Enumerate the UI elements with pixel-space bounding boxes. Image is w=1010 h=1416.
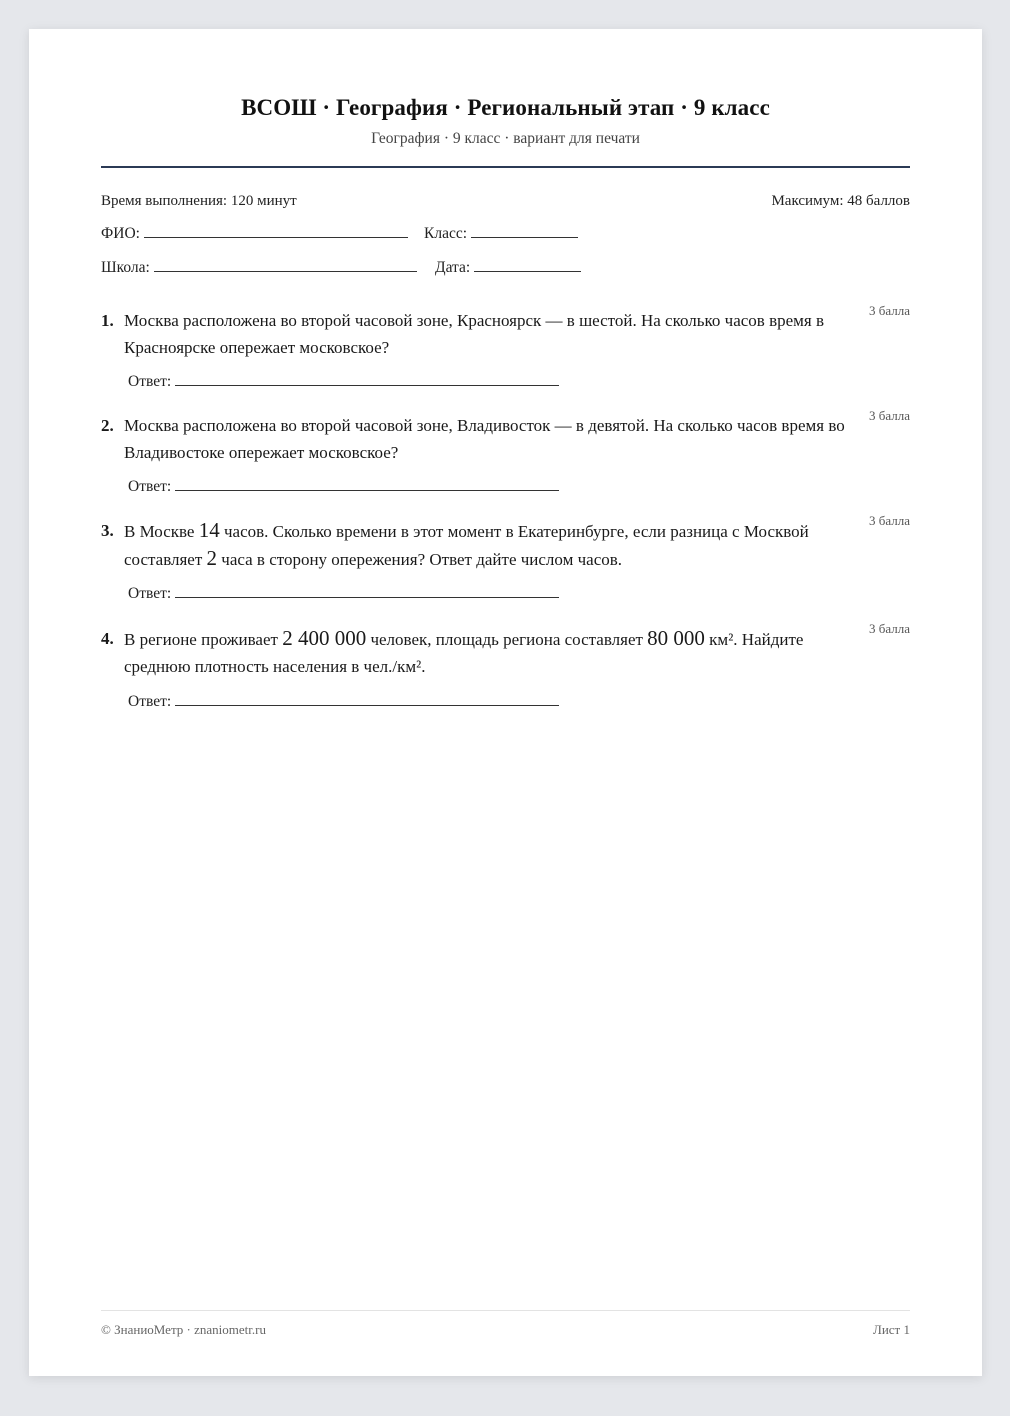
number-value: 2 bbox=[206, 546, 218, 570]
answer-field[interactable] bbox=[128, 478, 559, 496]
question-text-part: часа в сторону опережения? Ответ дайте числом часов. bbox=[217, 550, 623, 569]
number-value: 14 bbox=[198, 518, 220, 542]
question-text-part: Москва расположена во второй часовой зоне, Красноярск — в шестой. На сколько часов время в Красноярске опережает московское? bbox=[124, 311, 825, 357]
question-number: 3. bbox=[101, 521, 114, 540]
question-text bbox=[124, 412, 859, 466]
number-value: 80 000 bbox=[647, 626, 705, 650]
question-text-part: человек, площадь региона составляет bbox=[366, 630, 648, 649]
question-points: 3 балла bbox=[869, 303, 910, 318]
question-text-part: часов. Сколько времени в этот момент в Екатеринбурге, если разница с Москвой составляет bbox=[124, 522, 809, 569]
page-number: Лист 1 bbox=[873, 1322, 910, 1337]
answer-field[interactable] bbox=[128, 585, 559, 603]
question-text-part: В регионе проживает bbox=[124, 630, 283, 649]
school-label: Школа: bbox=[101, 259, 150, 276]
page-title: ВСОШ · География · Региональный этап · 9 класс bbox=[241, 95, 770, 120]
fio-line bbox=[144, 236, 408, 238]
answer-line bbox=[175, 489, 559, 491]
page-subtitle: География · 9 класс · вариант для печати bbox=[371, 130, 640, 147]
date-line bbox=[474, 270, 581, 272]
question-text bbox=[124, 517, 859, 573]
school-line bbox=[154, 270, 417, 272]
time-limit: Время выполнения: 120 минут bbox=[101, 193, 297, 209]
answer-label: Ответ: bbox=[128, 373, 172, 390]
question-text-part: км². Найдите среднюю плотность населения в чел./км². bbox=[124, 630, 804, 676]
question-number: 4. bbox=[101, 629, 114, 648]
question-text-part: В Москве bbox=[124, 522, 199, 541]
answer-field[interactable] bbox=[128, 373, 559, 391]
answer-field[interactable] bbox=[128, 693, 559, 711]
footer-divider bbox=[101, 1310, 910, 1311]
number-value: 2 400 000 bbox=[282, 626, 367, 650]
question-number: 2. bbox=[101, 416, 114, 435]
question-points: 3 балла bbox=[869, 408, 910, 423]
school-field[interactable] bbox=[101, 259, 417, 277]
footer-copyright: © ЗнаниоМетр · znaniometr.ru bbox=[101, 1322, 266, 1337]
class-field[interactable] bbox=[424, 225, 578, 243]
class-line bbox=[471, 236, 578, 238]
answer-line bbox=[175, 596, 559, 598]
answer-line bbox=[175, 704, 559, 706]
date-field[interactable] bbox=[435, 259, 581, 277]
question-points: 3 балла bbox=[869, 513, 910, 528]
answer-label: Ответ: bbox=[128, 585, 172, 602]
question-text bbox=[124, 625, 859, 680]
question-text-part: Москва расположена во второй часовой зоне, Владивосток — в девятой. На сколько часов время во Владивостоке опережает московское? bbox=[124, 416, 845, 462]
date-label: Дата: bbox=[435, 259, 471, 276]
question-number: 1. bbox=[101, 311, 114, 330]
question-points: 3 балла bbox=[869, 621, 910, 636]
answer-label: Ответ: bbox=[128, 478, 172, 495]
question-text bbox=[124, 307, 859, 361]
exam-sheet bbox=[29, 29, 982, 1376]
fio-field[interactable] bbox=[101, 225, 408, 243]
fio-label: ФИО: bbox=[101, 225, 140, 242]
header-divider bbox=[101, 166, 910, 168]
answer-label: Ответ: bbox=[128, 693, 172, 710]
class-label: Класс: bbox=[424, 225, 468, 242]
answer-line bbox=[175, 384, 559, 386]
max-score: Максимум: 48 баллов bbox=[771, 193, 910, 209]
